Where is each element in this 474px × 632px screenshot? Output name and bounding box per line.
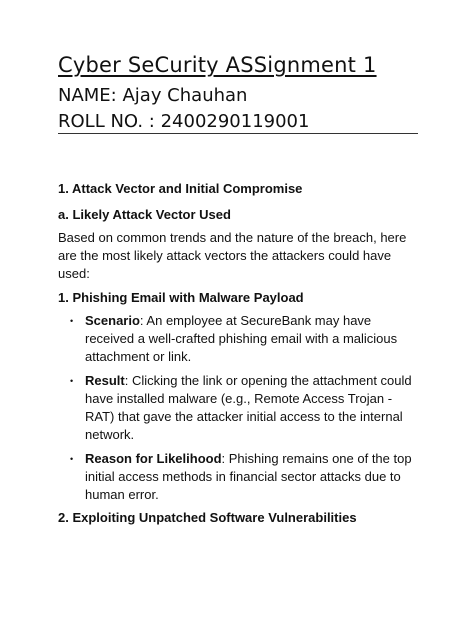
section-heading: 1. Attack Vector and Initial Compromise xyxy=(58,181,303,196)
bullet-icon: • xyxy=(70,316,74,326)
bullet-text: : An employee at SecureBank may have received a well-crafted phishing email with a malicious attachment or link. xyxy=(85,313,398,364)
vector-heading-unpatched: 2. Exploiting Unpatched Software Vulnerabilities xyxy=(58,510,357,525)
bullet-label: Result xyxy=(85,373,125,388)
bullet-list xyxy=(58,312,418,510)
vector-heading-phishing: 1. Phishing Email with Malware Payload xyxy=(58,290,304,305)
header-divider xyxy=(58,133,418,134)
bullet-text: : Clicking the link or opening the attachment could have installed malware (e.g., Remote Access Trojan - RAT) that gave the attacker initial access to the internal network. xyxy=(85,373,412,442)
bullet-icon: • xyxy=(70,376,74,386)
bullet-icon: • xyxy=(70,454,74,464)
bullet-label: Scenario xyxy=(85,313,140,328)
bullet-label: Reason for Likelihood xyxy=(85,451,222,466)
roll-number: ROLL NO. : 2400290119001 xyxy=(58,111,310,132)
document-title: Cyber SeCurity ASSignment 1 xyxy=(58,53,377,77)
list-item xyxy=(58,450,418,504)
subsection-heading: a. Likely Attack Vector Used xyxy=(58,207,231,222)
intro-paragraph: Based on common trends and the nature of the breach, here are the most likely attack vectors the attackers could have used: xyxy=(58,230,407,281)
bullet-text: : Phishing remains one of the top initial access methods in financial sector attacks due to human error. xyxy=(85,451,412,502)
list-item xyxy=(58,312,418,366)
list-item xyxy=(58,372,418,444)
student-name: NAME: Ajay Chauhan xyxy=(58,85,248,106)
